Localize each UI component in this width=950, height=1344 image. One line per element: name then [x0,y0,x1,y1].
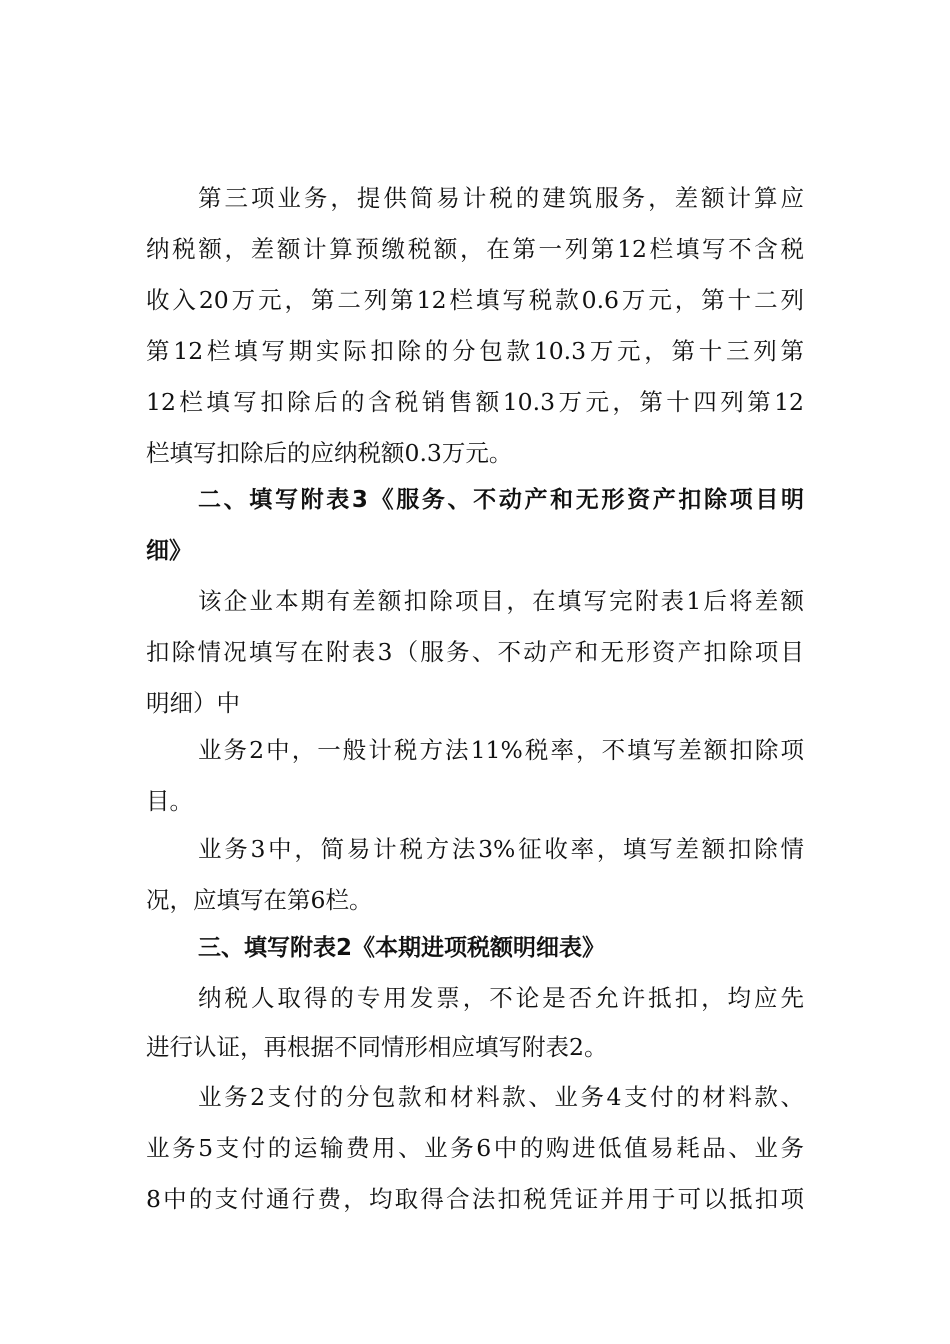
paragraph-4-line-2: 况，应填写在第6栏。 [146,886,373,914]
paragraph-2-line-1: 该企业本期有差额扣除项目，在填写完附表1后将差额 [198,587,804,615]
paragraph-1-line-2: 纳税额，差额计算预缴税额，在第一列第12栏填写不含税 [146,235,804,263]
paragraph-5-line-2: 进行认证，再根据不同情形相应填写附表2。 [146,1033,608,1061]
paragraph-4-line-1: 业务3中，简易计税方法3%征收率，填写差额扣除情 [198,835,804,863]
paragraph-2-line-2: 扣除情况填写在附表3（服务、不动产和无形资产扣除项目 [146,638,804,666]
paragraph-1-line-3: 收入20万元，第二列第12栏填写税款0.6万元，第十二列 [146,286,804,314]
paragraph-3-line-2: 目。 [146,787,193,815]
section-heading-2-line-1: 二、填写附表3《服务、不动产和无形资产扣除项目明 [198,487,804,513]
paragraph-6-line-2: 业务5支付的运输费用、业务6中的购进低值易耗品、业务 [146,1134,804,1162]
paragraph-6-line-1: 业务2支付的分包款和材料款、业务4支付的材料款、 [198,1083,804,1111]
paragraph-1-line-6: 栏填写扣除后的应纳税额0.3万元。 [146,439,513,467]
section-heading-3: 三、填写附表2《本期进项税额明细表》 [198,935,606,961]
paragraph-5-line-1: 纳税人取得的专用发票，不论是否允许抵扣，均应先 [198,984,804,1012]
paragraph-1-line-5: 12栏填写扣除后的含税销售额10.3万元，第十四列第12 [146,388,804,416]
paragraph-1-line-1: 第三项业务，提供简易计税的建筑服务，差额计算应 [198,184,804,212]
paragraph-2-line-3: 明细）中 [146,689,240,717]
section-heading-2-line-2: 细》 [146,538,192,564]
paragraph-1-line-4: 第12栏填写期实际扣除的分包款10.3万元，第十三列第 [146,337,804,365]
paragraph-3-line-1: 业务2中，一般计税方法11%税率，不填写差额扣除项 [198,736,804,764]
paragraph-6-line-3: 8中的支付通行费，均取得合法扣税凭证并用于可以抵扣项 [146,1185,804,1213]
